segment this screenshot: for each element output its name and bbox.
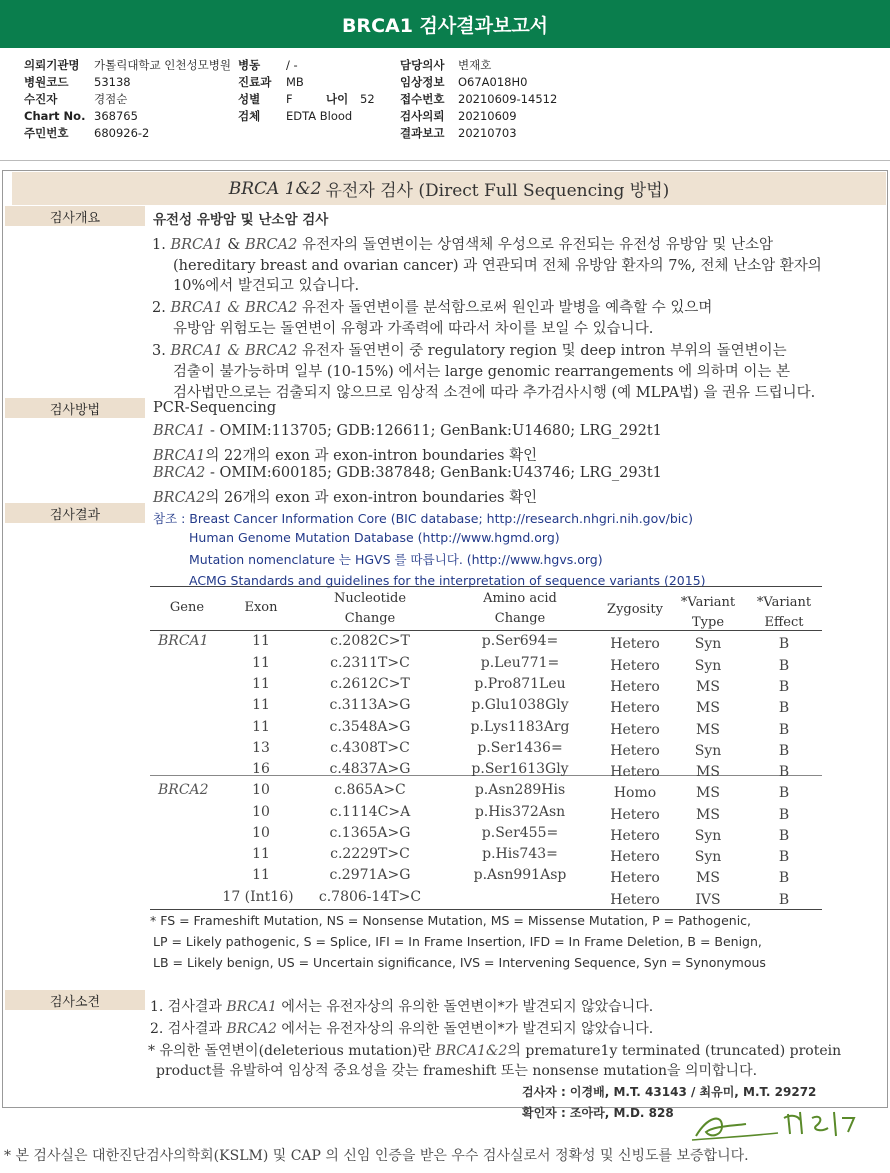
exon-cell: 11 [252,676,270,692]
zyg-cell: Hetero [610,679,660,695]
section-label-finding: 검사소견 [5,990,145,1010]
item-number: 2. [152,300,166,316]
type-cell: IVS [695,892,721,908]
info-label: 담당의사 [400,57,445,72]
header-line: Effect [764,615,804,630]
info-value: O67A018H0 [458,74,528,89]
nuc-cell: c.2612C>T [330,676,410,692]
info-value: 경점순 [94,91,128,106]
report-title: BRCA1 검사결과보고서 [0,0,890,48]
method-text: 의 22개의 exon 과 exon-intron boundaries 확인 [205,448,538,464]
overview-p3-line3: 검사법만으로는 검출되지 않으므로 임상적 소견에 따라 추가검사시행 (예 MLPA법) 을 권유 드립니다. [173,385,816,401]
legend-line: LB = Likely benign, US = Uncertain significance, IVS = Intervening Sequence, Syn = Synonymous [153,955,766,970]
signature-image [688,1106,868,1146]
amp: & [222,237,245,253]
type-cell: MS [696,807,720,823]
col-header-zygosity: Zygosity [607,602,663,617]
gene-name: BRCA1 [153,423,206,439]
info-value: F [286,91,293,106]
method-text: - OMIM:600185; GDB:387848; GenBank:U43746; LRG_293t1 [205,465,662,481]
type-cell: Syn [694,849,722,865]
legend-line: * FS = Frameshift Mutation, NS = Nonsense Mutation, MS = Missense Mutation, P = Pathogenic, [150,913,752,928]
header-line: Change [494,611,546,626]
overview-text: 유전자 돌연변이를 분석함으로써 원인과 발병을 예측할 수 있으며 [297,300,713,316]
zyg-cell: Hetero [610,892,660,908]
aa-cell: p.Ser1436= [477,740,563,756]
section-label-method: 검사방법 [5,398,145,418]
test-title [12,172,886,205]
method-line [153,465,662,481]
exon-cell: 10 [252,804,270,820]
aa-cell: p.Pro871Leu [474,676,566,692]
exon-cell: 11 [252,697,270,713]
effect-cell: B [778,870,790,886]
gene-name: BRCA1 [226,999,277,1015]
col-header-nucleotide [310,589,430,629]
section-label-overview: 검사개요 [5,206,145,226]
zyg-cell: Hetero [610,849,660,865]
test-title-gene: BRCA 1&2 [228,178,322,199]
confirmer-line: 확인자 : 조아라, M.D. 828 [522,1106,674,1120]
col-header-variant-type [674,593,742,633]
header-line: *Variant [756,595,812,610]
exon-cell: 17 (Int16) [222,889,294,905]
nuc-cell: c.1365A>G [329,825,411,841]
info-label: 병동 [238,57,261,72]
gene-name: BRCA1 & BRCA2 [170,343,298,359]
finding-text: 1. 검사결과 [150,999,227,1015]
age-label: 나이 [326,91,349,106]
gene-cell: BRCA1 [158,633,209,649]
aa-cell: p.Asn289His [474,782,566,798]
exon-cell: 11 [252,655,270,671]
test-title-text: 유전자 검사 (Direct Full Sequencing 방법) [325,181,670,201]
effect-cell: B [778,785,790,801]
type-cell: MS [696,764,720,780]
aa-cell: p.Asn991Asp [473,867,567,883]
info-value: 20210609 [458,108,517,123]
type-cell: Syn [694,636,722,652]
exon-cell: 11 [252,633,270,649]
zyg-cell: Hetero [610,764,660,780]
overview-p1-line1 [152,233,773,254]
zyg-cell: Hetero [610,658,660,674]
header-line: Nucleotide [333,591,407,606]
item-number: 3. [152,343,166,359]
info-value: 368765 [94,108,138,123]
reference-line: Mutation nomenclature 는 HGVS 를 따릅니다. (http://www.hgvs.org) [189,552,603,567]
method-heading: PCR-Sequencing [153,400,277,416]
method-text: - OMIM:113705; GDB:126611; GenBank:U14680; LRG_292t1 [205,423,662,439]
table-header-rule [150,630,822,631]
tester-line: 검사자 : 이경배, M.T. 43143 / 최유미, M.T. 29272 [522,1085,817,1099]
info-label: 검사의뢰 [400,108,445,123]
effect-cell: B [778,679,790,695]
exon-cell: 11 [252,719,270,735]
aa-cell: p.Ser694= [481,633,559,649]
zyg-cell: Hetero [610,636,660,652]
exon-cell: 11 [252,867,270,883]
exon-cell: 10 [252,782,270,798]
item-number: 1. [152,237,166,253]
info-label: 의뢰기관명 [24,57,80,72]
table-bottom-rule [150,909,822,910]
exon-cell: 13 [252,740,270,756]
header-line: Change [344,611,396,626]
type-cell: MS [696,722,720,738]
gene-cell: BRCA2 [158,782,209,798]
gene-name: BRCA2 [153,490,206,506]
info-value: MB [286,74,304,89]
overview-p1-line2: (hereditary breast and ovarian cancer) 과 연관되며 전체 유방암 환자의 7%, 전체 난소암 환자의 [173,258,822,274]
table-top-rule [150,586,822,587]
aa-cell: p.His372Asn [474,804,566,820]
zyg-cell: Homo [613,785,657,801]
aa-cell: p.Ser1613Gly [471,761,569,777]
col-header-variant-effect [748,593,820,633]
nuc-cell: c.3548A>G [329,719,411,735]
reference-line: ACMG Standards and guidelines for the interpretation of sequence variants (2015) [189,573,706,588]
effect-cell: B [778,743,790,759]
header-line: Type [691,615,725,630]
info-value: 53138 [94,74,131,89]
reference-line: 참조 : Breast Cancer Information Core (BIC database; http://research.nhgri.nih.gov/bic) [153,511,694,526]
info-value: EDTA Blood [286,108,353,123]
effect-cell: B [778,764,790,780]
overview-text: 유전자 돌연변이 중 regulatory region 및 deep intron 부위의 돌연변이는 [297,343,787,359]
info-label: 진료과 [238,74,272,89]
type-cell: MS [696,870,720,886]
info-label: 주민번호 [24,125,69,140]
info-value: / - [286,57,298,72]
nuc-cell: c.1114C>A [329,804,411,820]
effect-cell: B [778,828,790,844]
nuc-cell: c.4837A>G [329,761,411,777]
zyg-cell: Hetero [610,700,660,716]
legend-line: LP = Likely pathogenic, S = Splice, IFI = In Frame Insertion, IFD = In Frame Deletion, B = Benign, [153,934,762,949]
finding-text: 에서는 유전자상의 유의한 돌연변이*가 발견되지 않았습니다. [276,999,654,1015]
info-label: 수진자 [24,91,58,106]
effect-cell: B [778,636,790,652]
info-label: Chart No. [24,108,86,123]
reference-line: Human Genome Mutation Database (http://www.hgmd.org) [189,530,560,545]
info-label: 성별 [238,91,261,106]
info-value: 20210703 [458,125,517,140]
header-line: Amino acid [483,591,557,606]
type-cell: Syn [694,743,722,759]
overview-heading: 유전성 유방암 및 난소암 검사 [153,212,329,228]
method-line [153,423,662,439]
method-line [153,486,537,507]
nuc-cell: c.2229T>C [330,846,410,862]
exon-cell: 16 [252,761,270,777]
info-value: 20210609-14512 [458,91,558,106]
info-value: 680926-2 [94,125,150,140]
overview-p1-line3: 10%에서 발견되고 있습니다. [173,278,360,294]
type-cell: MS [696,700,720,716]
type-cell: MS [696,785,720,801]
aa-cell: p.Ser455= [481,825,559,841]
effect-cell: B [778,658,790,674]
effect-cell: B [778,849,790,865]
header-divider [0,160,890,161]
zyg-cell: Hetero [610,828,660,844]
gene-name: BRCA1 [170,237,223,253]
overview-text: 유전자의 돌연변이는 상염색체 우성으로 유전되는 유전성 유방암 및 난소암 [297,237,774,253]
method-text: 의 26개의 exon 과 exon-intron boundaries 확인 [205,490,538,506]
finding-text: * 유의한 돌연변이(deleterious mutation)란 [148,1043,436,1059]
effect-cell: B [778,807,790,823]
nuc-cell: c.2311T>C [330,655,410,671]
col-header-exon: Exon [244,600,278,615]
nuc-cell: c.2082C>T [330,633,410,649]
zyg-cell: Hetero [610,870,660,886]
info-value: 변재호 [458,57,492,72]
header-line: *Variant [680,595,736,610]
overview-p3-line2: 검출이 불가능하며 일부 (10-15%) 에서는 large genomic rearrangements 에 의하며 이는 본 [173,364,791,380]
col-header-gene: Gene [169,600,205,615]
aa-cell: p.Glu1038Gly [471,697,569,713]
age-value: 52 [360,91,375,106]
overview-p2-line1 [152,296,712,317]
info-col-1 [24,56,231,141]
info-col-3 [400,56,557,141]
finding-text: 에서는 유전자상의 유의한 돌연변이*가 발견되지 않았습니다. [276,1021,654,1037]
type-cell: Syn [694,658,722,674]
type-cell: Syn [694,828,722,844]
zyg-cell: Hetero [610,743,660,759]
nuc-cell: c.2971A>G [329,867,411,883]
gene-name: BRCA2 [244,237,298,253]
aa-cell: p.Lys1183Arg [470,719,570,735]
finding-line-4: product를 유발하여 임상적 중요성을 갖는 frameshift 또는 nonsense mutation을 의미합니다. [156,1063,758,1079]
nuc-cell: c.3113A>G [329,697,411,713]
certification-footer: * 본 검사실은 대한진단검사의학회(KSLM) 및 CAP 의 신임 인증을 받은 우수 검사실로서 정확성 및 신빙도를 보증합니다. [4,1148,749,1164]
info-label: 접수번호 [400,91,445,106]
finding-text: 의 premature1y terminated (truncated) protein [507,1043,842,1059]
info-label: 검체 [238,108,261,123]
info-label: 임상정보 [400,74,445,89]
gene-name: BRCA2 [153,465,206,481]
zyg-cell: Hetero [610,807,660,823]
overview-p2-line2: 유방암 위험도는 돌연변이 유형과 가족력에 따라서 차이를 보일 수 있습니다. [173,321,654,337]
finding-line-3 [148,1040,841,1060]
info-value: 가톨릭대학교 인천성모병원 [94,57,231,72]
effect-cell: B [778,700,790,716]
nuc-cell: c.4308T>C [330,740,410,756]
gene-name: BRCA1 [153,448,206,464]
type-cell: MS [696,679,720,695]
col-header-amino-acid [458,589,582,629]
overview-p3-line1 [152,339,787,360]
effect-cell: B [778,722,790,738]
zyg-cell: Hetero [610,722,660,738]
method-line [153,444,537,465]
finding-text: 2. 검사결과 [150,1021,227,1037]
gene-name: BRCA1 & BRCA2 [170,300,298,316]
info-label: 결과보고 [400,125,445,140]
gene-name: BRCA2 [226,1021,277,1037]
info-label: 병원코드 [24,74,69,89]
nuc-cell: c.7806-14T>C [318,889,422,905]
gene-name: BRCA1&2 [435,1043,508,1059]
aa-cell: p.Leu771= [480,655,560,671]
exon-cell: 11 [252,846,270,862]
aa-cell: p.His743= [482,846,558,862]
finding-line-2 [150,1018,653,1038]
info-col-2 [238,56,375,124]
finding-line-1 [150,996,653,1016]
section-label-result: 검사결과 [5,503,145,523]
exon-cell: 10 [252,825,270,841]
effect-cell: B [778,892,790,908]
nuc-cell: c.865A>C [334,782,406,798]
